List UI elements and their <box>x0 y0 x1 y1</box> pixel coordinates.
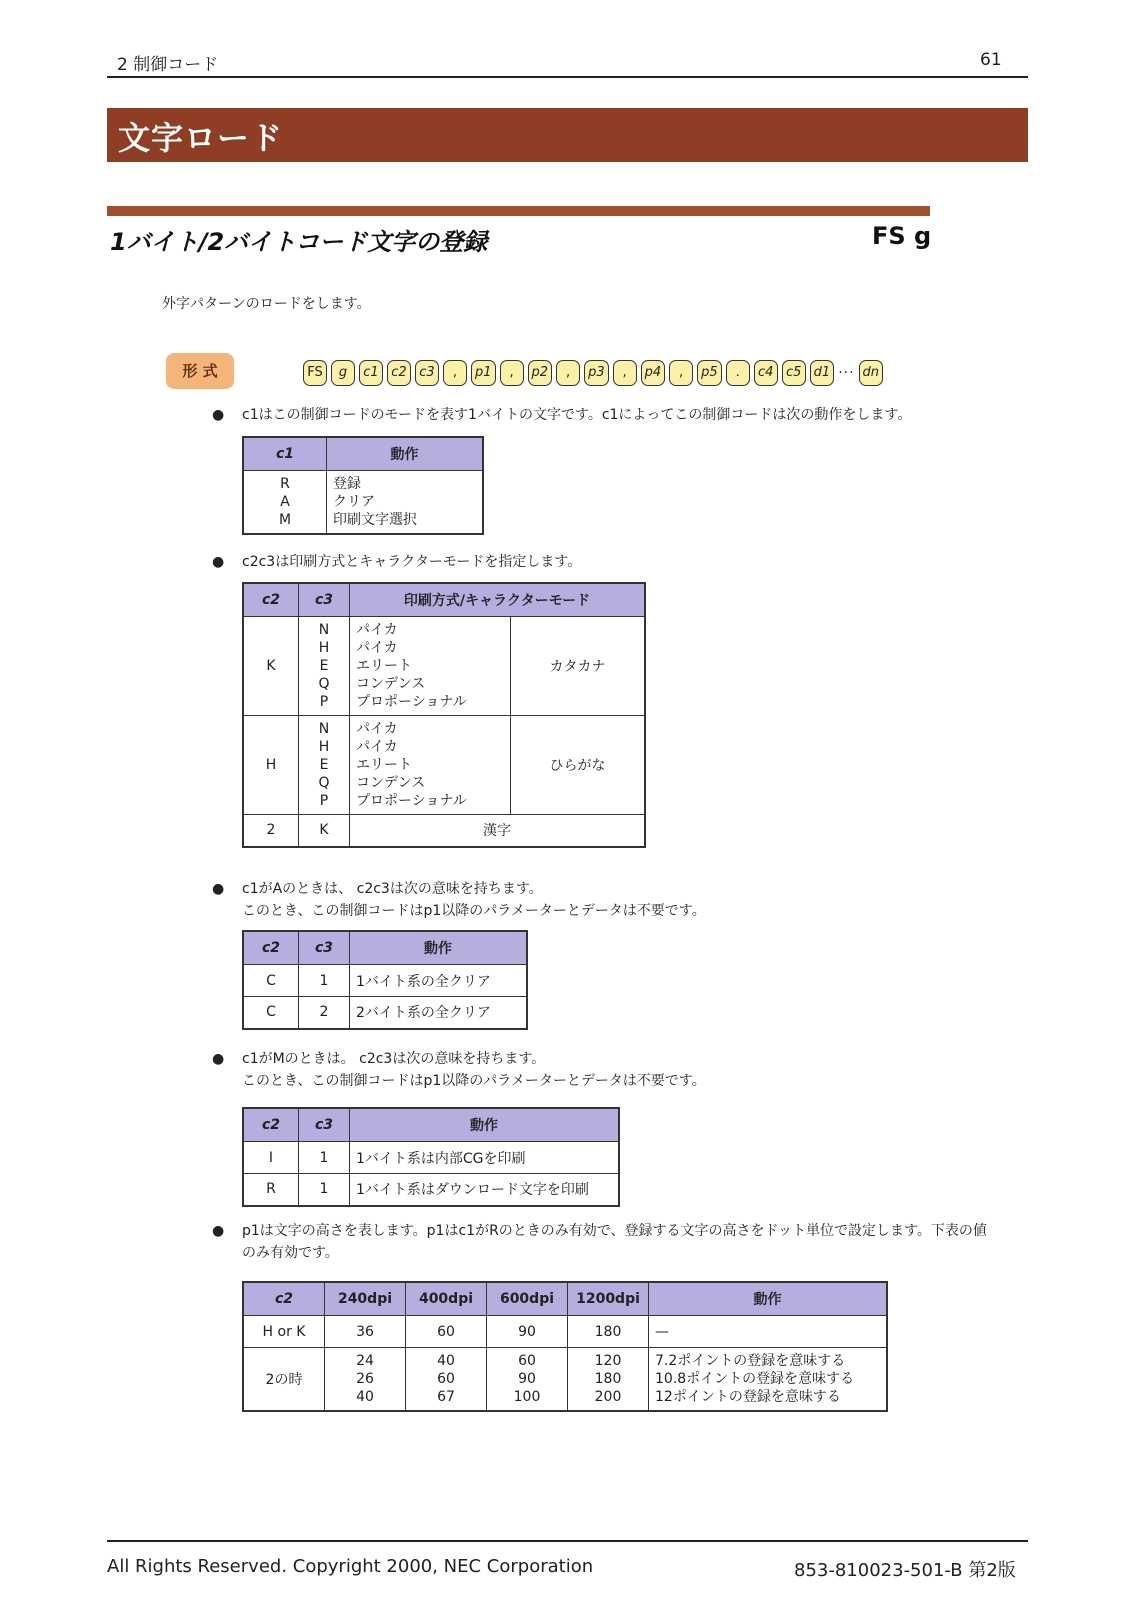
table-cell: C <box>243 997 299 1029</box>
table-cell: K <box>243 617 299 716</box>
table-clear-actions <box>242 930 528 1030</box>
bullet-text: c1はこの制御コードのモードを表す1バイトの文字です。c1によってこの制御コードは次の動作をします。 <box>242 407 912 423</box>
bullet-text: c1がAのときは、 c2c3は次の意味を持ちます。 <box>242 881 543 897</box>
table-cell: 7.2ポイントの登録を意味する 10.8ポイントの登録を意味する 12ポイントの登録を意味する <box>649 1348 888 1412</box>
bullet-p1 <box>212 1220 1032 1264</box>
bullet-c1-M <box>212 1048 1022 1092</box>
format-token: p5 <box>697 360 722 386</box>
format-badge: 形 式 <box>166 353 234 389</box>
table-cell: R <box>243 1174 299 1206</box>
ellipsis: ··· <box>838 365 855 381</box>
format-token: p2 <box>528 360 553 386</box>
table-char-height <box>242 1281 888 1412</box>
table-cell: — <box>649 1316 888 1348</box>
table-c1-actions <box>242 436 484 535</box>
table-cell: 60 90 100 <box>487 1348 568 1412</box>
table-cell: 40 60 67 <box>406 1348 487 1412</box>
intro-text: 外字パターンのロードをします。 <box>162 296 371 312</box>
bullet-c2c3 <box>212 551 1022 573</box>
section-label: 2 制御コード <box>117 55 219 75</box>
table-cell: 1 <box>299 965 350 997</box>
table-cell: 漢字 <box>350 815 646 847</box>
table-cell: パイカ パイカ エリート コンデンス プロポーショナル <box>350 716 511 815</box>
bullet-dot: ● <box>212 881 225 897</box>
header-cell: c3 <box>299 583 350 617</box>
table-cell: 1 <box>299 1142 350 1174</box>
bullet-dot: ● <box>212 1223 225 1239</box>
format-token: , <box>556 360 580 386</box>
format-token: p3 <box>584 360 609 386</box>
header-cell: c2 <box>243 1282 325 1316</box>
bullet-text: p1は文字の高さを表します。p1はc1がRのときのみ有効で、登録する文字の高さをドット単位で設定します。下表の値 <box>242 1223 987 1239</box>
table-cell: 180 <box>568 1316 649 1348</box>
header-cell: c2 <box>243 1108 299 1142</box>
header-cell: c2 <box>243 583 299 617</box>
table-cell: 36 <box>325 1316 406 1348</box>
page-number: 61 <box>980 50 1002 70</box>
bullet-c1 <box>212 404 1022 426</box>
format-token: c5 <box>782 360 806 386</box>
table-cell: K <box>299 815 350 847</box>
bullet-dot: ● <box>212 1051 225 1067</box>
bullet-text: c1がMのときは。 c2c3は次の意味を持ちます。 <box>242 1051 546 1067</box>
format-token: c2 <box>387 360 411 386</box>
bullet-text: このとき、この制御コードはp1以降のパラメーターとデータは不要です。 <box>242 1073 706 1089</box>
header-cell: 240dpi <box>325 1282 406 1316</box>
table-cell: N H E Q P <box>299 716 350 815</box>
header-cell: c3 <box>299 1108 350 1142</box>
table-cell: 登録 クリア 印刷文字選択 <box>327 471 484 535</box>
copyright: All Rights Reserved. Copyright 2000, NEC Corporation <box>107 1556 594 1577</box>
bullet-text: c2c3は印刷方式とキャラクターモードを指定します。 <box>242 554 582 570</box>
header-cell: c3 <box>299 931 350 965</box>
format-token: FS <box>303 360 327 386</box>
format-token: . <box>726 360 750 386</box>
bullet-dot: ● <box>212 407 225 423</box>
bullet-text: のみ有効です。 <box>242 1245 339 1261</box>
table-cell: 120 180 200 <box>568 1348 649 1412</box>
table-cell: R A M <box>243 471 327 535</box>
table-cell: N H E Q P <box>299 617 350 716</box>
subtitle-bar <box>107 206 930 216</box>
table-cell: 1バイト系の全クリア <box>350 965 528 997</box>
header-cell: 動作 <box>649 1282 888 1316</box>
header-cell: 動作 <box>350 1108 620 1142</box>
table-cell: I <box>243 1142 299 1174</box>
table-cell: カタカナ <box>511 617 646 716</box>
table-print-mode <box>242 582 646 848</box>
header-cell: 印刷方式/キャラクターモード <box>350 583 646 617</box>
header-rule <box>107 76 1028 78</box>
table-print-select <box>242 1107 620 1207</box>
format-token: g <box>331 360 355 386</box>
table-cell: 2バイト系の全クリア <box>350 997 528 1029</box>
table-cell: 2 <box>299 997 350 1029</box>
document-number: 853-810023-501-B 第2版 <box>794 1560 1016 1581</box>
table-cell: 90 <box>487 1316 568 1348</box>
format-token: d1 <box>810 360 835 386</box>
format-token: p1 <box>471 360 496 386</box>
format-token: c1 <box>359 360 383 386</box>
header-cell: c1 <box>243 437 327 471</box>
header-cell: 400dpi <box>406 1282 487 1316</box>
format-token: c3 <box>415 360 439 386</box>
table-cell: 2の時 <box>243 1348 325 1412</box>
table-cell: 1 <box>299 1174 350 1206</box>
table-cell: 2 <box>243 815 299 847</box>
format-token: dn <box>859 360 884 386</box>
table-cell: C <box>243 965 299 997</box>
footer-rule <box>107 1540 1028 1542</box>
command-code: FS g <box>872 222 932 250</box>
header-cell: 600dpi <box>487 1282 568 1316</box>
format-sequence <box>303 359 883 387</box>
format-token: p4 <box>641 360 666 386</box>
bullet-text: このとき、この制御コードはp1以降のパラメーターとデータは不要です。 <box>242 903 706 919</box>
table-cell: ひらがな <box>511 716 646 815</box>
header-cell: 動作 <box>327 437 484 471</box>
header-cell: 1200dpi <box>568 1282 649 1316</box>
bullet-c1-A <box>212 878 1022 922</box>
format-token: , <box>613 360 637 386</box>
bullet-dot: ● <box>212 554 225 570</box>
header-cell: c2 <box>243 931 299 965</box>
header-cell: 動作 <box>350 931 528 965</box>
table-cell: 1バイト系は内部CGを印刷 <box>350 1142 620 1174</box>
table-cell: H or K <box>243 1316 325 1348</box>
table-cell: H <box>243 716 299 815</box>
format-token: , <box>669 360 693 386</box>
format-token: , <box>443 360 467 386</box>
table-cell: 60 <box>406 1316 487 1348</box>
table-cell: 24 26 40 <box>325 1348 406 1412</box>
format-token: , <box>500 360 524 386</box>
table-cell: パイカ パイカ エリート コンデンス プロポーショナル <box>350 617 511 716</box>
table-cell: 1バイト系はダウンロード文字を印刷 <box>350 1174 620 1206</box>
subtitle: 1バイト/2バイトコード文字の登録 <box>110 228 488 256</box>
format-token: c4 <box>754 360 778 386</box>
page-title: 文字ロード <box>118 119 284 157</box>
